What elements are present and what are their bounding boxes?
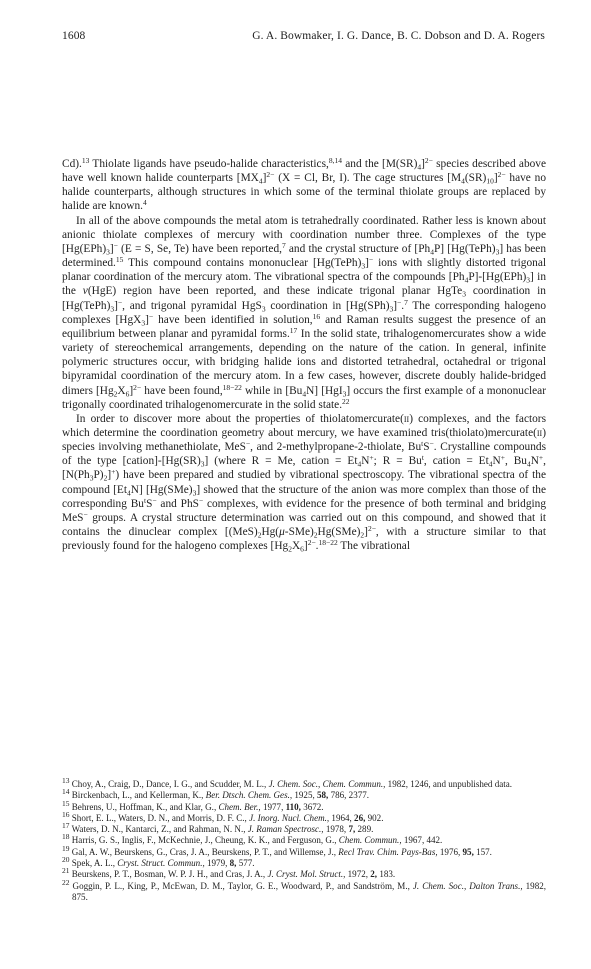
paragraph-aims: In order to discover more about the properties of thiolatomercurate(ii) complexes, and the factors which determine the coordination geometry about mercury, we have examined tris(thiolato)mercurate(ii) species involving methanethiolate, MeS−, and 2-methylpropane-2-thiolate, Bu$^t$S−. Crystalline compounds of the type $[cation]-[Hg(SR)_3]$ (where R = Me, cation = $Et_4N^+$; $R = Bu^t$, cation = $Et_4N^+$, $Bu_4N^+$, $[N(Ph_3P)_2]^+$) have been prepared and studied by vibrational spectroscopy. The vibrational spectra of the compound $[Et_4N]$ $[Hg(SMe)_3]$ showed that the structure of the anion was more complex than those of the corresponding Bu$^t$S− and PhS− complexes, with evidence for the presence of both terminal and bridging MeS− groups. A crystal structure determination was carried out on this compound, and showed that it contains the dinuclear complex $[(MeS)_2Hg(\mu-SMe)_2Hg(SMe)_2]^{2-}$, with a structure similar to that previously found for the halogeno complexes $[Hg_2X_6]^{2-}.^{18-22}$ The vibrational bbox=[62, 412, 547, 554]
footnote-16: $^{16}$ Short, E. L., Waters, D. N., and Morris, D. F. C., J. Inorg. Nucl. Chem., 1964, 26, 902. bbox=[62, 809, 384, 823]
page-number: 1608 bbox=[62, 30, 86, 42]
paragraph-coordination: In all of the above compounds the metal atom is tetrahedrally coordinated. Rather less is known about anionic thiolate complexes of mercury with coordination number three. Complexes of the type $[Hg(EPh)_3]^-$ (E = S, Se, Te) have been reported,$^7$ and the crystal structure of $[Ph_4P]$ $[Hg(TePh)_3]$ has been determined.$^{15}$ This compound contains mononuclear $[Hg(TePh)_3]^-$ ions with slightly distorted trigonal planar coordination of the mercury atom. The vibrational spectra of the compounds $[Ph_4P]-[Hg(EPh)_3]$ in the ν(HgE) region have been reported, and these indicate trigonal planar HgTe$_3$ coordination in $[Hg(TePh)_3]^-$, and trigonal pyramidal HgS$_3$ coordination in $[Hg(SPh)_3]^-.^7$ The corresponding halogeno complexes [HgX$_3$]− have been identified in solution,$^{16}$ and Raman results suggest the presence of an equilibrium between planar and pyramidal forms.$^{17}$ In the solid state, trihalogenomercurates show a wide variety of stereochemical arrangements, depending on the nature of the cation. In general, infinite polymeric structures occur, with bridging halide ions and distorted tetrahedral, octahedral or trigonal bipyramidal coordination of the mercury atom. In a few cases, however, discrete doubly halide-bridged dimers $[Hg_2X_6]^{2-}$ have been found,$^{18-22}$ while in $[Bu_4N]$ [HgI$_3$] occurs the first example of a mononuclear trigonally coordinated trihalogenomercurate in the solid state.$^{22}$ bbox=[62, 214, 547, 411]
footnote-18: $^{18}$ Harris, G. S., Inglis, F., McKechnie, J., Cheung, K. K., and Ferguson, G., Chem. Commun., 1967, 442. bbox=[62, 832, 443, 846]
running-header bbox=[62, 30, 545, 48]
footnote-15: $^{15}$ Behrens, U., Hoffman, K., and Klar, G., Chem. Ber., 1977, 110, 3672. bbox=[62, 798, 324, 812]
footnote-14: $^{14}$ Birckenbach, L., and Kellerman, K., Ber. Dtsch. Chem. Ges., 1925, 58, 786, 2377. bbox=[62, 787, 370, 801]
footnote-20: $^{20}$ Spek, A. L., Cryst. Struct. Commun., 1979, 8, 577. bbox=[62, 855, 255, 869]
footnote-22: $^{22}$ Goggin, P. L., King, P., McEwan, D. M., Taylor, G. E., Woodward, P., and Sandström, M., J. Chem. Soc., Dalton Trans., 1982, 875. bbox=[62, 877, 546, 902]
footnote-13: $^{13}$ Choy, A., Craig, D., Dance, I. G., and Scudder, M. L., J. Chem. Soc., Chem. Commun., 1982, 1246, and unpublished data. bbox=[62, 776, 513, 789]
footnote-17: $^{17}$ Waters, D. N., Kantarci, Z., and Rahman, N. N., J. Raman Spectrosc., 1978, 7, 289. bbox=[62, 821, 374, 835]
body-text bbox=[62, 157, 546, 553]
footnotes bbox=[62, 776, 546, 903]
footnote-19: $^{19}$ Gal, A. W., Beurskens, G., Cras, J. A., Beurskens, P. T., and Willemse, J., Recl Trav. Chim. Pays-Bas, 1976, 95, 157. bbox=[62, 843, 492, 857]
footnote-21: $^{21}$ Beurskens, P. T., Bosman, W. P. J. H., and Cras, J. A., J. Cryst. Mol. Struct., 1972, 2, 183. bbox=[62, 866, 396, 880]
paragraph-continued: Cd).$^{13}$ Thiolate ligands have pseudo-halide characteristics,$^{8,14}$ and the $[M(SR)_4]^{2-}$ species described above have well known halide counterparts $[MX_4]^{2-}$ (X = Cl, Br, I). The cage structures $[M_4(SR)_{10}]^{2-}$ have no halide counterparts, although structures in which some of the terminal thiolate groups are replaced by halide are known.$^4$ bbox=[62, 156, 547, 213]
running-authors: G. A. Bowmaker, I. G. Dance, B. C. Dobson and D. A. Rogers bbox=[252, 30, 545, 42]
